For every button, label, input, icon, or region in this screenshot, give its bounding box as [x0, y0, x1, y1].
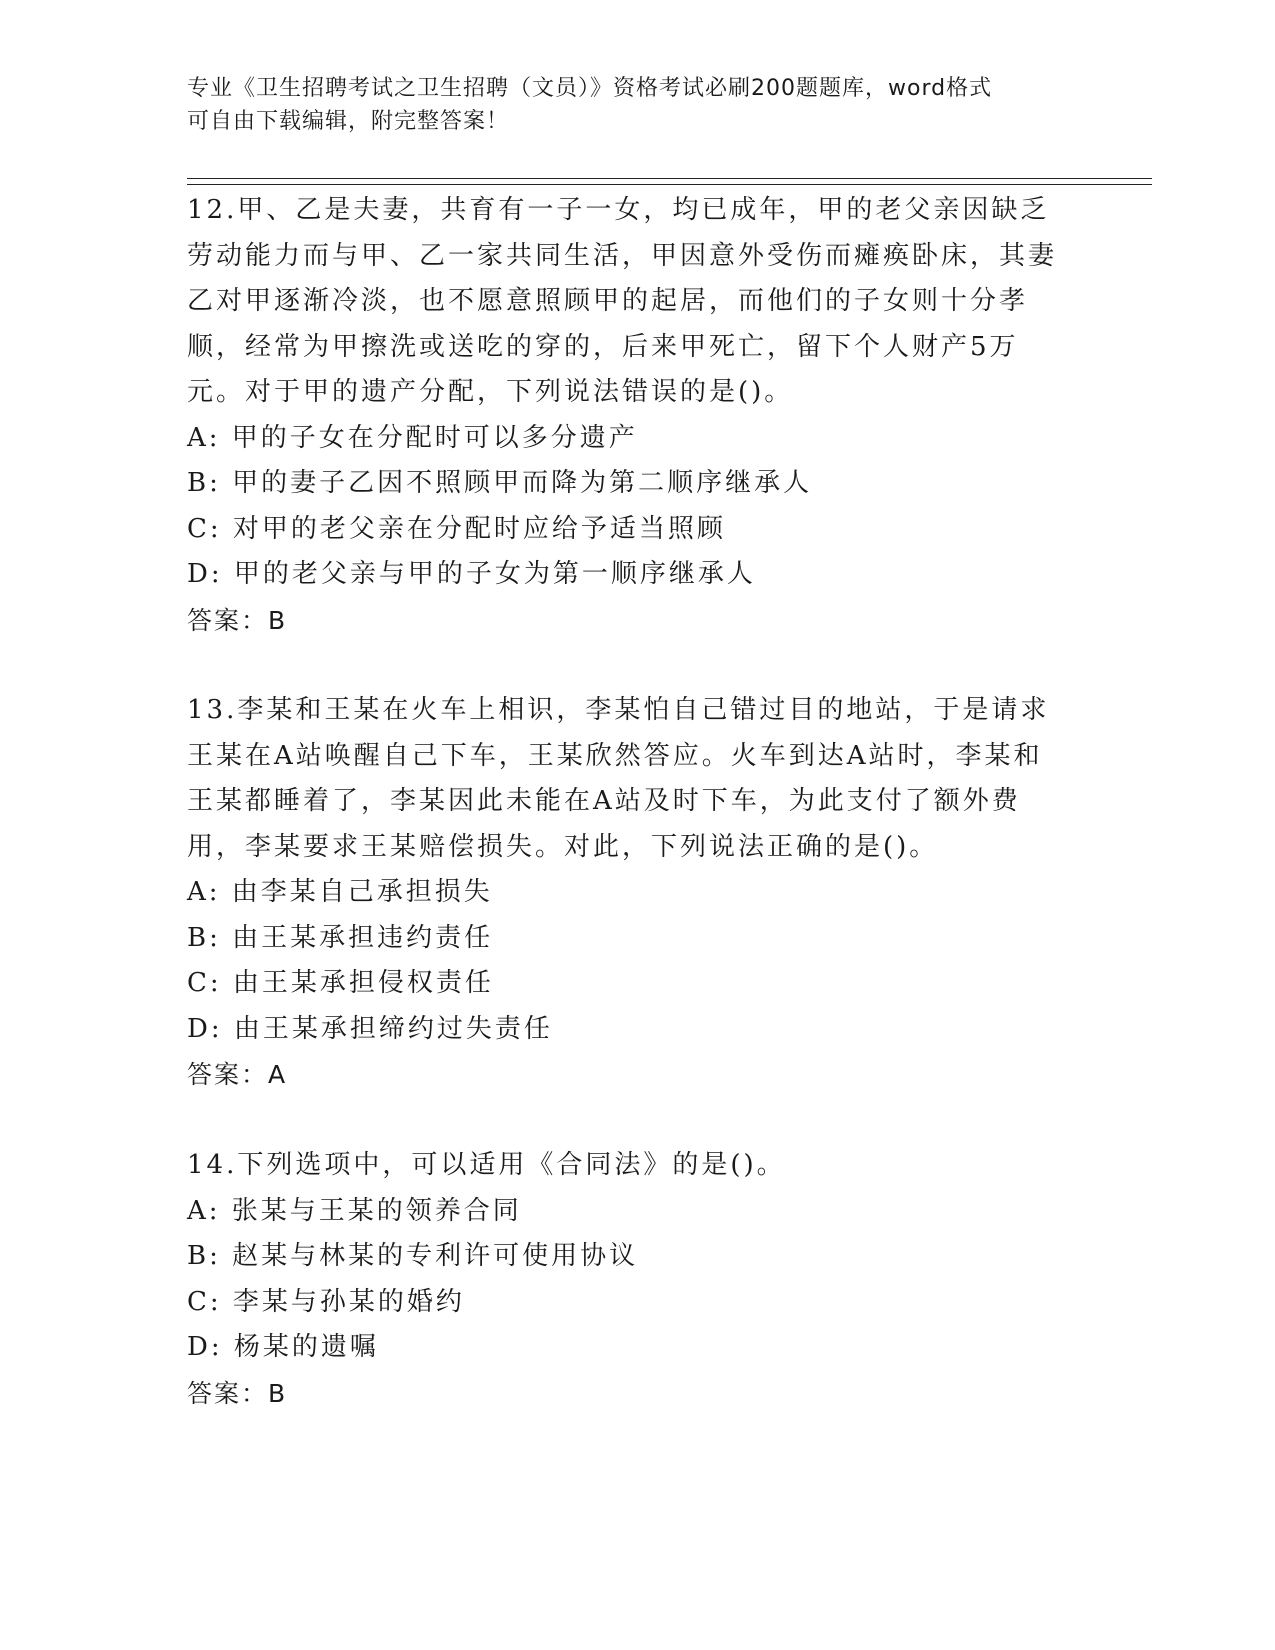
header-divider-bottom: [187, 184, 1152, 185]
header-title-line-2: 可自由下载编辑，附完整答案！: [187, 109, 510, 134]
question-12: [187, 188, 1067, 643]
option-a: A: 张某与王某的领养合同: [187, 1195, 522, 1226]
answer-line: 答案：B: [187, 1378, 288, 1408]
option-c: C: 对甲的老父亲在分配时应给予适当照顾: [187, 513, 726, 544]
option-d: D: 由王某承担缔约过失责任: [187, 1013, 553, 1044]
option-c: C: 由王某承担侵权责任: [187, 968, 494, 998]
question-stem: 13.李某和王某在火车上相识，李某怕自己错过目的地站，于是请求王某在A站唤醒自己下车，王某欣然答应。火车到达A站时，李某和王某都睡着了，李某因此未能在A站及时下车，为此支付了额外费用，李某要求王某赔偿损失。对此，下列说法正确的是()。: [187, 695, 1050, 862]
option-a: A: 由李某自己承担损失: [187, 877, 493, 907]
header-title-line-1: 专业《卫生招聘考试之卫生招聘（文员）》资格考试必刷200题题库，word格式: [187, 76, 993, 101]
option-a: A: 甲的子女在分配时可以多分遗产: [187, 422, 638, 453]
question-13: [187, 688, 1067, 1098]
option-b: B: 由王某承担违约责任: [187, 922, 494, 953]
option-c: C: 李某与孙某的婚约: [187, 1286, 465, 1317]
header-divider-top: [187, 178, 1152, 179]
question-14: [187, 1143, 1067, 1416]
option-d: D: 杨某的遗嘱: [187, 1332, 379, 1362]
option-b: B: 甲的妻子乙因不照顾甲而降为第二顺序继承人: [187, 468, 813, 498]
question-stem: 14.下列选项中，可以适用《合同法》的是()。: [187, 1150, 786, 1180]
answer-line: 答案：A: [187, 1060, 288, 1089]
question-stem: 12.甲、乙是夫妻，共育有一子一女，均已成年，甲的老父亲因缺乏劳动能力而与甲、乙一家共同生活，甲因意外受伤而瘫痪卧床，其妻乙对甲逐渐冷淡，也不愿意照顾甲的起居，而他们的子女则十分孝顺，经常为甲擦洗或送吃的穿的，后来甲死亡，留下个人财产5万元。对于甲的遗产分配，下列说法错误的是()。: [187, 195, 1058, 407]
option-d: D: 甲的老父亲与甲的子女为第一顺序继承人: [187, 559, 756, 589]
option-b: B: 赵某与林某的专利许可使用协议: [187, 1241, 639, 1271]
document-header: [187, 72, 1087, 138]
answer-line: 答案：B: [187, 605, 288, 635]
